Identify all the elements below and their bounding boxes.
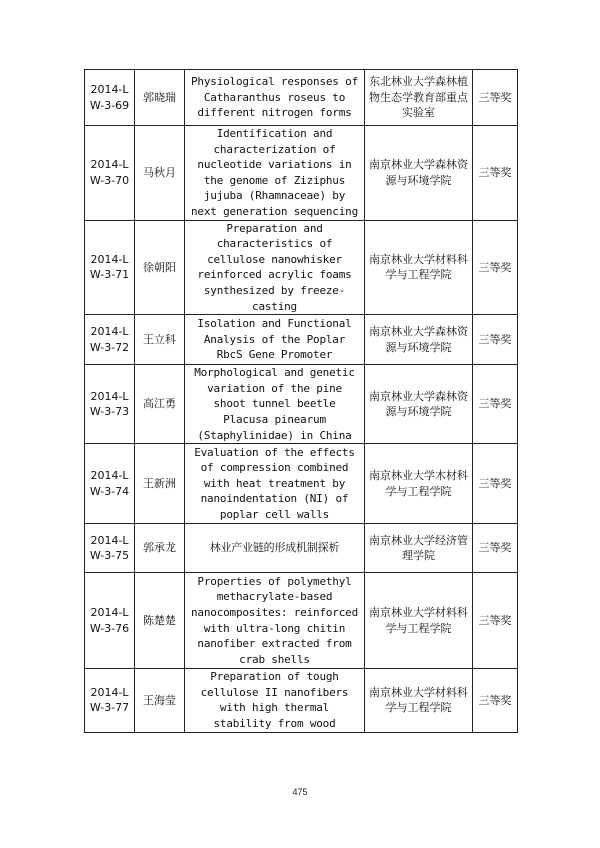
award-level-cell: 三等奖	[473, 444, 518, 524]
table-row	[85, 573, 518, 669]
paper-title-cell: Properties of polymethyl methacrylate-based nanocomposites: reinforced with ultra-long chitin nanofiber extracted from crab shells	[185, 573, 365, 669]
entry-id-cell: 2014-L W-3-72	[85, 315, 135, 365]
paper-title-cell: Isolation and Functional Analysis of the Poplar RbcS Gene Promoter	[185, 315, 365, 365]
author-name-cell: 郭晓瑞	[135, 70, 185, 126]
paper-title-cell: Preparation and characteristics of cellulose nanowhisker reinforced acrylic foams synthesized by freeze-casting	[185, 220, 365, 315]
unit-cell: 东北林业大学森林植物生态学教育部重点实验室	[365, 70, 473, 126]
entry-id-cell: 2014-L W-3-74	[85, 444, 135, 524]
author-name-cell: 王海莹	[135, 669, 185, 732]
entry-id-cell: 2014-L W-3-70	[85, 126, 135, 221]
table-row	[85, 669, 518, 732]
page-number: 475	[292, 787, 308, 797]
unit-cell: 南京林业大学材料科学与工程学院	[365, 669, 473, 732]
unit-cell: 南京林业大学经济管理学院	[365, 524, 473, 573]
author-name-cell: 王立科	[135, 315, 185, 365]
unit-cell: 南京林业大学材料科学与工程学院	[365, 220, 473, 315]
table-row	[85, 365, 518, 444]
entry-id-cell: 2014-L W-3-73	[85, 365, 135, 444]
award-level-cell: 三等奖	[473, 220, 518, 315]
awards-table	[84, 69, 518, 733]
award-level-cell: 三等奖	[473, 365, 518, 444]
author-name-cell: 高江勇	[135, 365, 185, 444]
unit-cell: 南京林业大学木材科学与工程学院	[365, 444, 473, 524]
entry-id-cell: 2014-L W-3-75	[85, 524, 135, 573]
table-row	[85, 220, 518, 315]
paper-title-cell: Evaluation of the effects of compression combined with heat treatment by nanoindentation (NI) of poplar cell walls	[185, 444, 365, 524]
unit-cell: 南京林业大学材料科学与工程学院	[365, 573, 473, 669]
unit-cell: 南京林业大学森林资源与环境学院	[365, 315, 473, 365]
unit-cell: 南京林业大学森林资源与环境学院	[365, 126, 473, 221]
author-name-cell: 陈楚楚	[135, 573, 185, 669]
award-level-cell: 三等奖	[473, 315, 518, 365]
award-level-cell: 三等奖	[473, 669, 518, 732]
table-row	[85, 315, 518, 365]
table-row	[85, 126, 518, 221]
award-level-cell: 三等奖	[473, 70, 518, 126]
author-name-cell: 郭承龙	[135, 524, 185, 573]
unit-cell: 南京林业大学森林资源与环境学院	[365, 365, 473, 444]
paper-title-cell: Morphological and genetic variation of the pine shoot tunnel beetle Placusa pinearum (Staphylinidae) in China	[185, 365, 365, 444]
award-level-cell: 三等奖	[473, 573, 518, 669]
paper-title-cell: Physiological responses of Catharanthus roseus to different nitrogen forms	[185, 70, 365, 126]
author-name-cell: 王新洲	[135, 444, 185, 524]
entry-id-cell: 2014-L W-3-77	[85, 669, 135, 732]
award-level-cell: 三等奖	[473, 126, 518, 221]
table-row	[85, 70, 518, 126]
author-name-cell: 马秋月	[135, 126, 185, 221]
paper-title-cell: 林业产业链的形成机制探析	[185, 524, 365, 573]
entry-id-cell: 2014-L W-3-69	[85, 70, 135, 126]
entry-id-cell: 2014-L W-3-71	[85, 220, 135, 315]
paper-title-cell: Identification and characterization of nucleotide variations in the genome of Ziziphus jujuba (Rhamnaceae) by next generation sequencing	[185, 126, 365, 221]
award-level-cell: 三等奖	[473, 524, 518, 573]
entry-id-cell: 2014-L W-3-76	[85, 573, 135, 669]
paper-title-cell: Preparation of tough cellulose II nanofibers with high thermal stability from wood	[185, 669, 365, 732]
table-row	[85, 444, 518, 524]
author-name-cell: 徐朝阳	[135, 220, 185, 315]
table-row	[85, 524, 518, 573]
